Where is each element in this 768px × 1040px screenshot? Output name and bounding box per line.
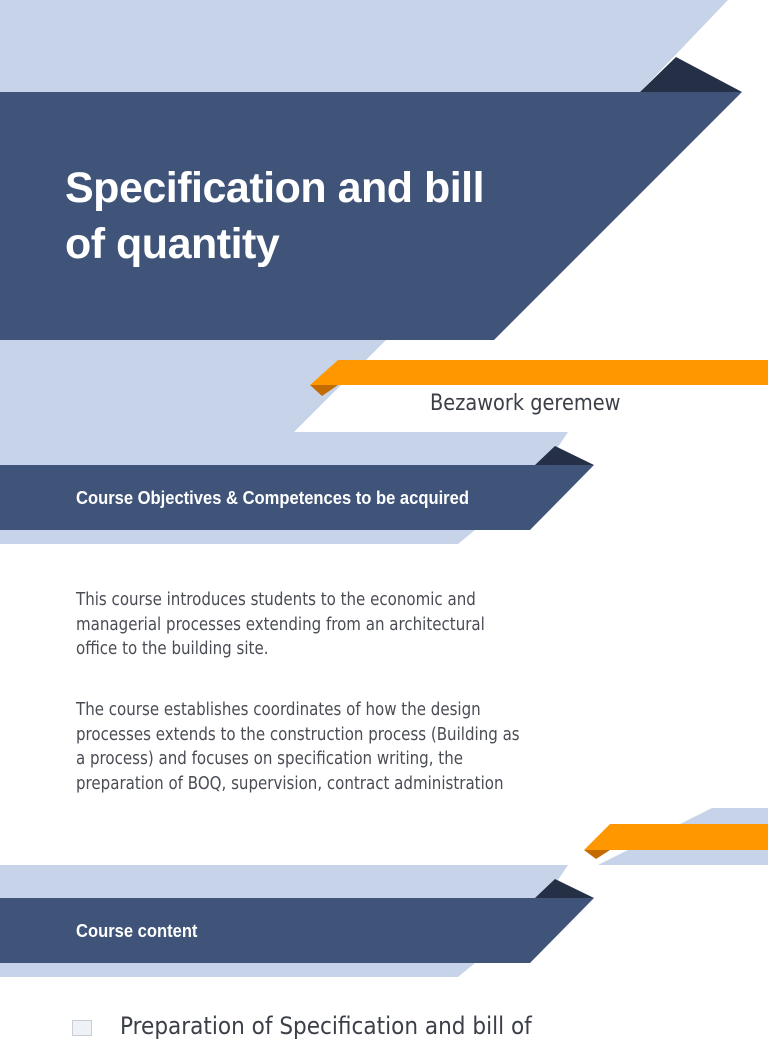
content-heading: Course content: [76, 921, 198, 941]
bullet-icon: [72, 1020, 92, 1036]
objectives-paragraph-1: This course introduces students to the economic and managerial processes extending from an architectural office to the building site.: [76, 590, 485, 659]
content-light-band-top: [0, 865, 568, 898]
objectives-paragraph-2: The course establishes coordinates of how the design processes extends to the construction process (Building as a process) and focuses on specification writing, the preparation of BOQ, supervision, contract administration: [76, 700, 520, 794]
author-orange-ribbon: [310, 360, 768, 385]
objectives-light-band-bottom: [0, 530, 475, 544]
side-orange-ribbon: [584, 824, 768, 850]
title-light-band: [0, 0, 728, 92]
content-light-band-bottom: [0, 963, 475, 977]
content-item-text: Preparation of Specification and bill of: [120, 1012, 532, 1040]
objectives-light-band-top: [0, 432, 568, 465]
side-orange-fold: [584, 850, 610, 859]
document-title: Specification and bill of quantity: [65, 164, 485, 268]
author-name: Bezawork geremew: [430, 391, 621, 416]
objectives-heading: Course Objectives & Competences to be acquired: [76, 488, 469, 508]
